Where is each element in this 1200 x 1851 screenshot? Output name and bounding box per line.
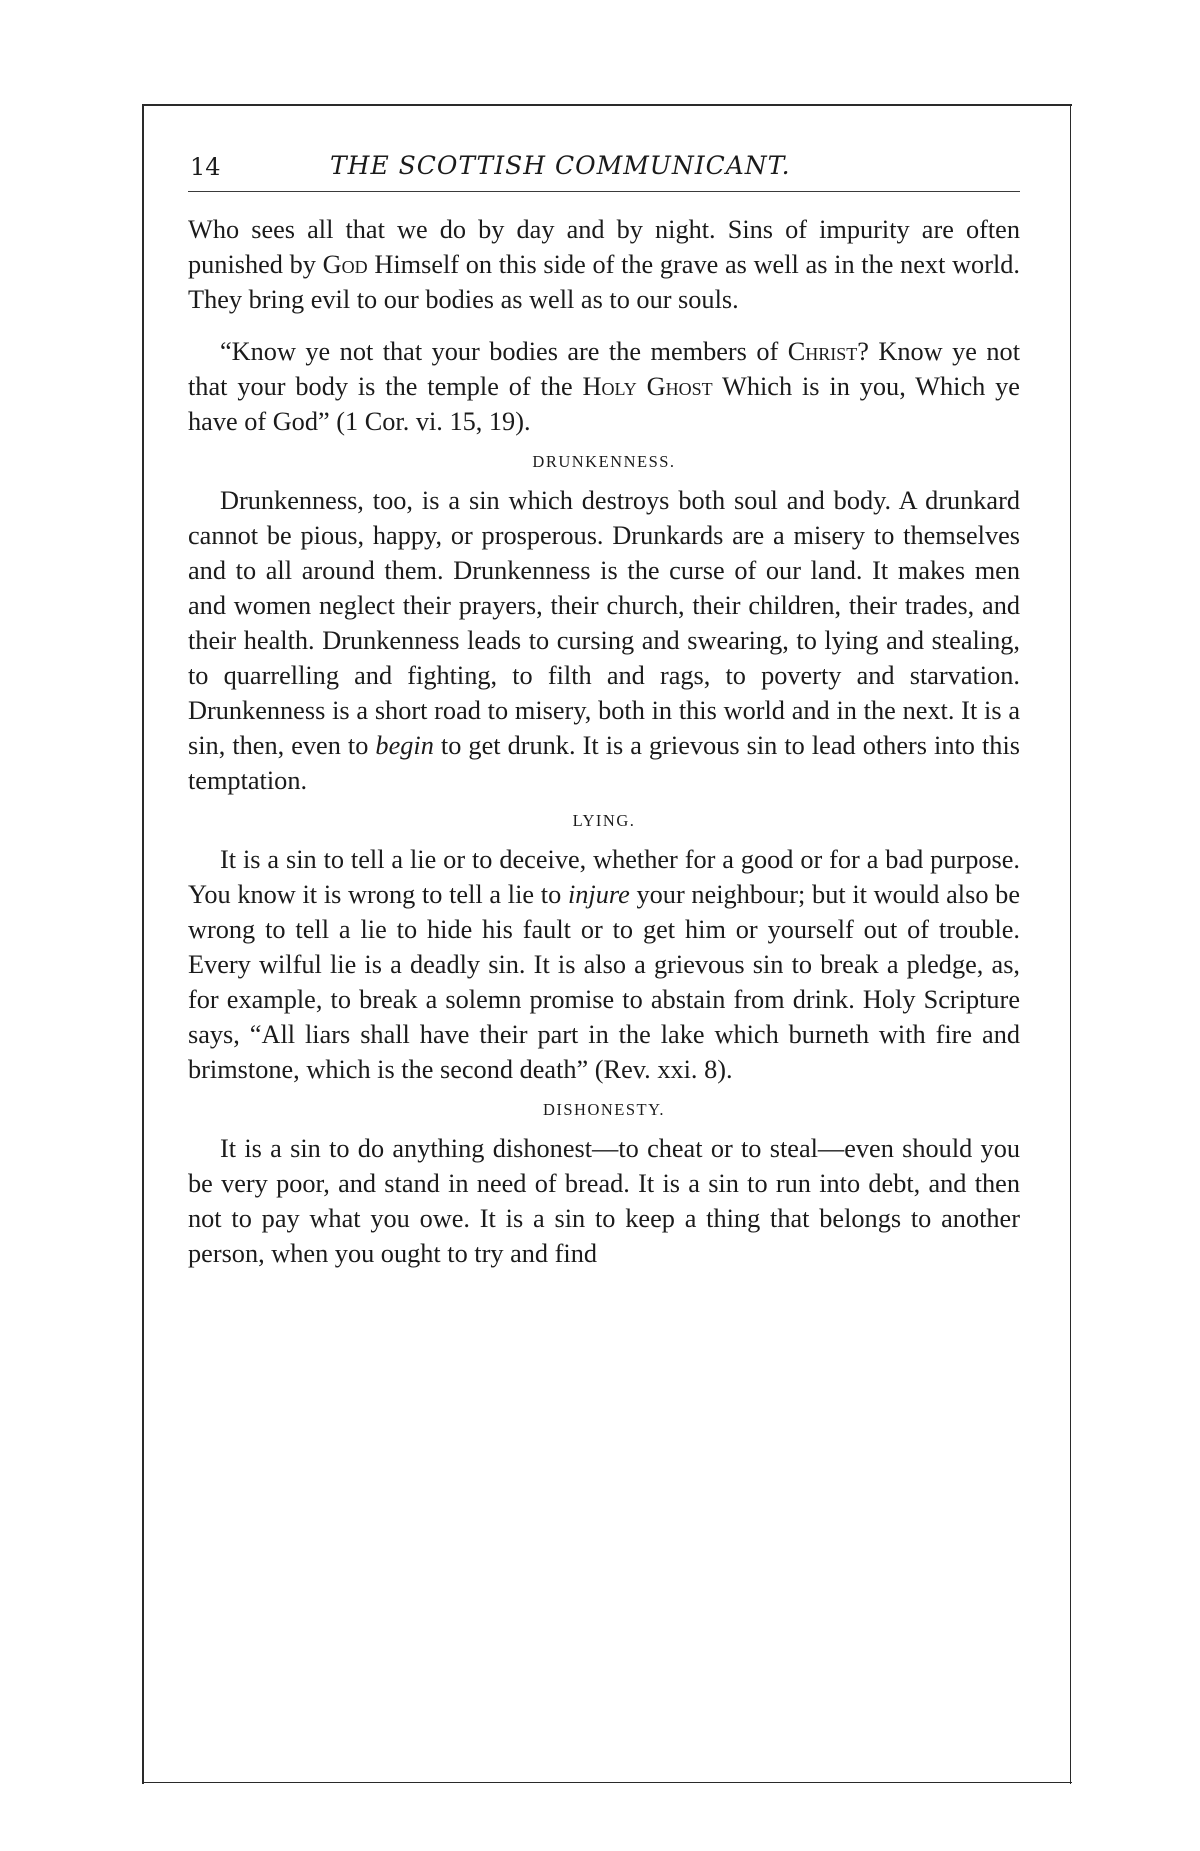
emphasis-begin: begin (375, 731, 434, 760)
small-caps-holy-ghost: Holy Ghost (582, 372, 713, 401)
emphasis-injure: injure (567, 880, 630, 909)
running-title: THE SCOTTISH COMMUNICANT. (330, 151, 791, 180)
section-heading-drunkenness: DRUNKENNESS. (532, 452, 676, 471)
paragraph-scripture-quote: “Know ye not that your bodies are the members of Christ? Know ye not that your body is the temple of the Holy Ghost Which is in you, Which ye have of God” (1 Cor. vi. 15, 19). (188, 337, 1020, 436)
page-body (188, 212, 1020, 1271)
section-heading-dishonesty: DISHONESTY. (542, 1100, 666, 1119)
paragraph-lying: It is a sin to tell a lie or to deceive, whether for a good or for a bad purpose. You know it is wrong to tell a lie to injure your neighbour; but it would also be wrong to tell a lie to hide his fault or to get him or yourself out of trouble. Every wilful lie is a deadly sin. It is also a grievous sin to break a pledge, as, for example, to break a solemn promise to abstain from drink. Holy Scripture says, “All liars shall have their part in the lake which burneth with fire and brimstone, which is the second death” (Rev. xxi. 8). (188, 845, 1021, 1084)
paragraph-impurity: Who sees all that we do by day and by night. Sins of impurity are often punished by God Himself on this side of the grave as well as in the next world. They bring evil to our bodies as well as to our souls. (188, 215, 1020, 314)
page-border-left (142, 104, 144, 1784)
small-caps-god: God (322, 250, 368, 279)
section-heading-lying: LYING. (572, 811, 636, 830)
page-border-bottom (142, 1782, 1072, 1783)
paragraph-dishonesty: It is a sin to do anything dishonest—to cheat or to steal—even should you be very poor, and stand in need of bread. It is a sin to run into debt, and then not to pay what you owe. It is a sin to keep a thing that belongs to another person, when you ought to try and find (188, 1134, 1020, 1268)
header-rule (188, 191, 1020, 192)
page-number: 14 (190, 153, 221, 181)
page-border-right (1070, 104, 1071, 1784)
paragraph-drunkenness: Drunkenness, too, is a sin which destroys both soul and body. A drunkard cannot be pious, happy, or prosperous. Drunkards are a misery to themselves and to all around them. Drunkenness is the curse of our land. It makes men and women neglect their prayers, their church, their children, their trades, and their health. Drunkenness leads to cursing and swearing, to lying and stealing, to quarrelling and fighting, to filth and rags, to poverty and starvation. Drunkenness is a short road to misery, both in this world and in the next. It is a sin, then, even to begin to get drunk. It is a grievous sin to lead others into this temptation. (188, 486, 1020, 795)
page-border-top (142, 104, 1072, 106)
small-caps-christ: Christ (787, 337, 858, 366)
